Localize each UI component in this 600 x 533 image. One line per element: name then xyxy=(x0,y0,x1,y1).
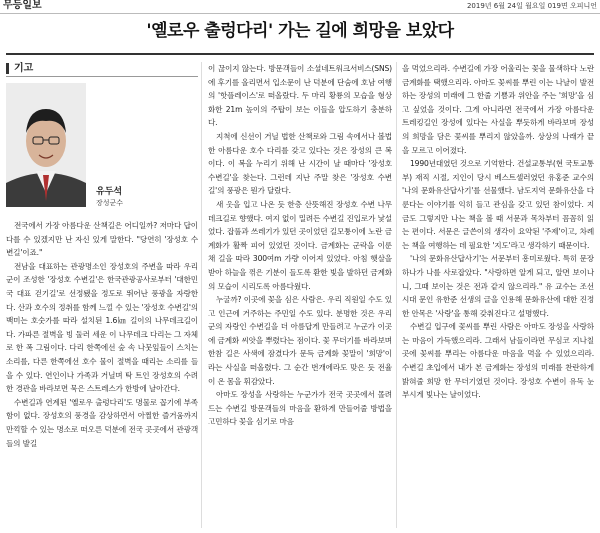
masthead xyxy=(0,0,600,14)
paragraph: 지척에 신선이 거닐 법한 산책로와 그림 속에서나 볼법한 아름다운 호수 다리를 갖고 있다는 것은 장성의 큰 복이다. 이 복을 누리기 위해 난 시간이 날 때마다 '장성호 수변길'을 찾는다. 그런데 지난 주말 찾은 '장성호 수변길'의 풍광은 뭔가 달랐다. xyxy=(208,131,392,196)
paragraph: 수변길 입구에 꽃씨를 뿌린 사람은 아마도 장성을 사랑하는 마음이 가득했으리라. 그래서 남들이라면 무심코 지나칠 곳에 꽃씨를 뿌리는 아름다운 마음을 먹을 수 있었으리라. 수변길 초입에서 내가 본 금계화는 장성의 미래를 찬란하게 밝혀줄 희망 한 무더기였던 것이다. 장성호 수변이 유독 눈부시게 빛나는 날이었다. xyxy=(402,322,594,400)
column-divider xyxy=(201,62,202,528)
paragraph: 아마도 장성을 사랑하는 누군가가 전국 곳곳에서 몰려드는 수변길 방문객들의 마음을 환하게 만들어줄 방법을 고민하다 꽃을 심기로 마음 xyxy=(208,390,392,427)
paragraph: 수변길과 연계된 '옐로우 출렁다리'도 명물로 꼽기에 부족함이 없다. 장성호의 풍경을 감상하면서 아찔한 즐거움까지 만끽할 수 있는 명소로 떠오른 덕분에 전국 곳곳에서 관광객들의 발길 xyxy=(6,397,198,448)
section-tag-bar xyxy=(6,63,9,74)
author-photo xyxy=(6,83,86,207)
headline-rule xyxy=(6,53,594,55)
article-column-1 xyxy=(6,62,198,450)
paragraph: 이 끊이지 않는다. 방문객들이 소셜네트워크서비스(SNS)에 후기를 올리면서 입소문이 난 덕분에 단숨에 호남 여행의 '핫플레이스'로 떠올랐다. 두 마리 황룡의 모습을 형상화한 21m 높이의 주탑이 보는 이들을 압도하기 충분하다. xyxy=(208,64,392,128)
paragraph: 전국에서 가장 아름다운 산책길은 어디일까? 저마다 답이 다를 수 있겠지만 난 자신 있게 말한다. "당연히 '장성호 수변길'이죠." xyxy=(6,221,198,258)
author-box xyxy=(6,81,198,213)
author-byline xyxy=(96,186,196,208)
newspaper-name: 무등일보 xyxy=(3,0,42,11)
paragraph: 새 옷을 입고 나온 듯 한층 산뜻해진 장성호 수변 나무데크길로 향했다. 여지 없이 밀려든 수변길 진입로가 낯설었다. 잡풀과 쓰레기가 있던 곳이었던 길모퉁이에 노란 금계화가 활짝 피어 있었던 것이다. 금계화는 군락을 이룬 채 길을 따라 300여m 가량 이어져 있었다. 아침 햇살을 받아 하늘을 꺾은 기분이 들도록 환한 빛을 발하던 금계화의 모습이 시리도록 아름다웠다. xyxy=(208,199,392,291)
paragraph: 누굴까? 이곳에 꽃을 심은 사람은. 우리 직원일 수도 있고 인근에 거주하는 주민일 수도 있다. 분명한 것은 우리 군의 자랑인 수변길을 더 아름답게 만들려고 누군가 이곳에 금계화 씨앗을 뿌렸다는 점이다. 꽃 무더기를 바라보며 한참 길은 사색에 잠겼다가 문득 금계화 꽃말이 '희망'이라는 사실을 떠올렸다. 그 순간 번개에라도 맞은 듯 전율이 온 몸을 휘감았다. xyxy=(208,295,392,386)
column-divider xyxy=(396,62,397,528)
section-tag xyxy=(6,62,198,77)
article-column-3 xyxy=(402,62,594,402)
author-role: 장성군수 xyxy=(96,199,124,207)
paragraph: 을 먹었으리라. 수변길에 가장 어울리는 꽃을 물색하다 노란 금계화를 택했으리라. 아마도 꽃씨를 뿌린 이는 나날이 발전하는 장성의 미래에 그 한줄 기쁨과 위안을 주는 '희망'을 심고 싶었을 것이다. 그게 아니라면 전국에서 가장 아름다운 트레킹길인 장성에 있다는 사실을 뿌듯하게 바라보며 장성의 희망을 담은 꽃씨를 뿌리지 않았을까. 상상의 나래가 끝을 모르고 이어졌다. xyxy=(402,64,594,155)
section-tag-label: 기고 xyxy=(14,63,34,74)
article-headline: '옐로우 출렁다리' 가는 길에 희망을 보았다 xyxy=(146,21,454,41)
paragraph: 1990년대였던 것으로 기억한다. 건설교통부(현 국토교통부) 재직 시절, 지인이 당시 베스트셀러였던 유홍준 교수의 '나의 문화유산답사기'를 선물했다. 남도지역 문화유산을 다룬다는 이야기를 익히 들고 관심을 갖고 있던 참이었다. 지금도 그렇지만 나는 책을 볼 때 서문과 목차부터 꼼꼼히 읽는 편이다. 서문은 글쓴이의 생각이 요약된 '주제'이고, 차례는 책을 여행하는 데 필요한 '지도'라고 생각하기 때문이다. xyxy=(402,159,594,250)
article-column-2 xyxy=(208,62,392,429)
paragraph: '나의 문화유산답사기'는 서문부터 흥미로웠다. 특히 문장 하나가 나를 사로잡았다. "사랑하면 알게 되고, 알면 보이나니, 그때 보이는 것은 전과 같지 않으리라." 유 교수는 조선시대 문인 유한준 선생의 글을 인용해 문화유산에 대한 진정한 안목은 '사랑'을 통해 갖춰진다고 설명했다. xyxy=(402,254,594,318)
paragraph: 전남을 대표하는 관광명소인 장성호의 주변을 따라 우리 군이 조성한 '장성호 수변길'은 한국관광공사로부터 '대한민국 대표 걷기길'로 선정됐을 정도로 뛰어난 풍광을 자랑한다. 산과 호수의 정취를 함께 느낄 수 있는 '장성호 수변길'의 백미는 호숫가를 따라 설치된 1.6㎞ 길이의 나무데크길이다. 가파른 절벽을 빙 둘러 세운 이 나무데크 다리는 그 자체로 한 폭 그림이다. 다리 한쪽에선 숲 속 나뭇잎들이 스치는 소리를, 다른 한쪽에선 호수 물이 절벽을 때리는 소리를 들을 수 있다. 연인이나 가족과 거닐며 탁 트인 장성호의 수려한 경관을 바라보면 묵은 스트레스가 한방에 날아간다. xyxy=(6,261,198,394)
author-name: 유두석 xyxy=(96,187,123,197)
issue-info: 2019년 6월 24일 월요일 019면 오피니언 xyxy=(466,2,597,10)
